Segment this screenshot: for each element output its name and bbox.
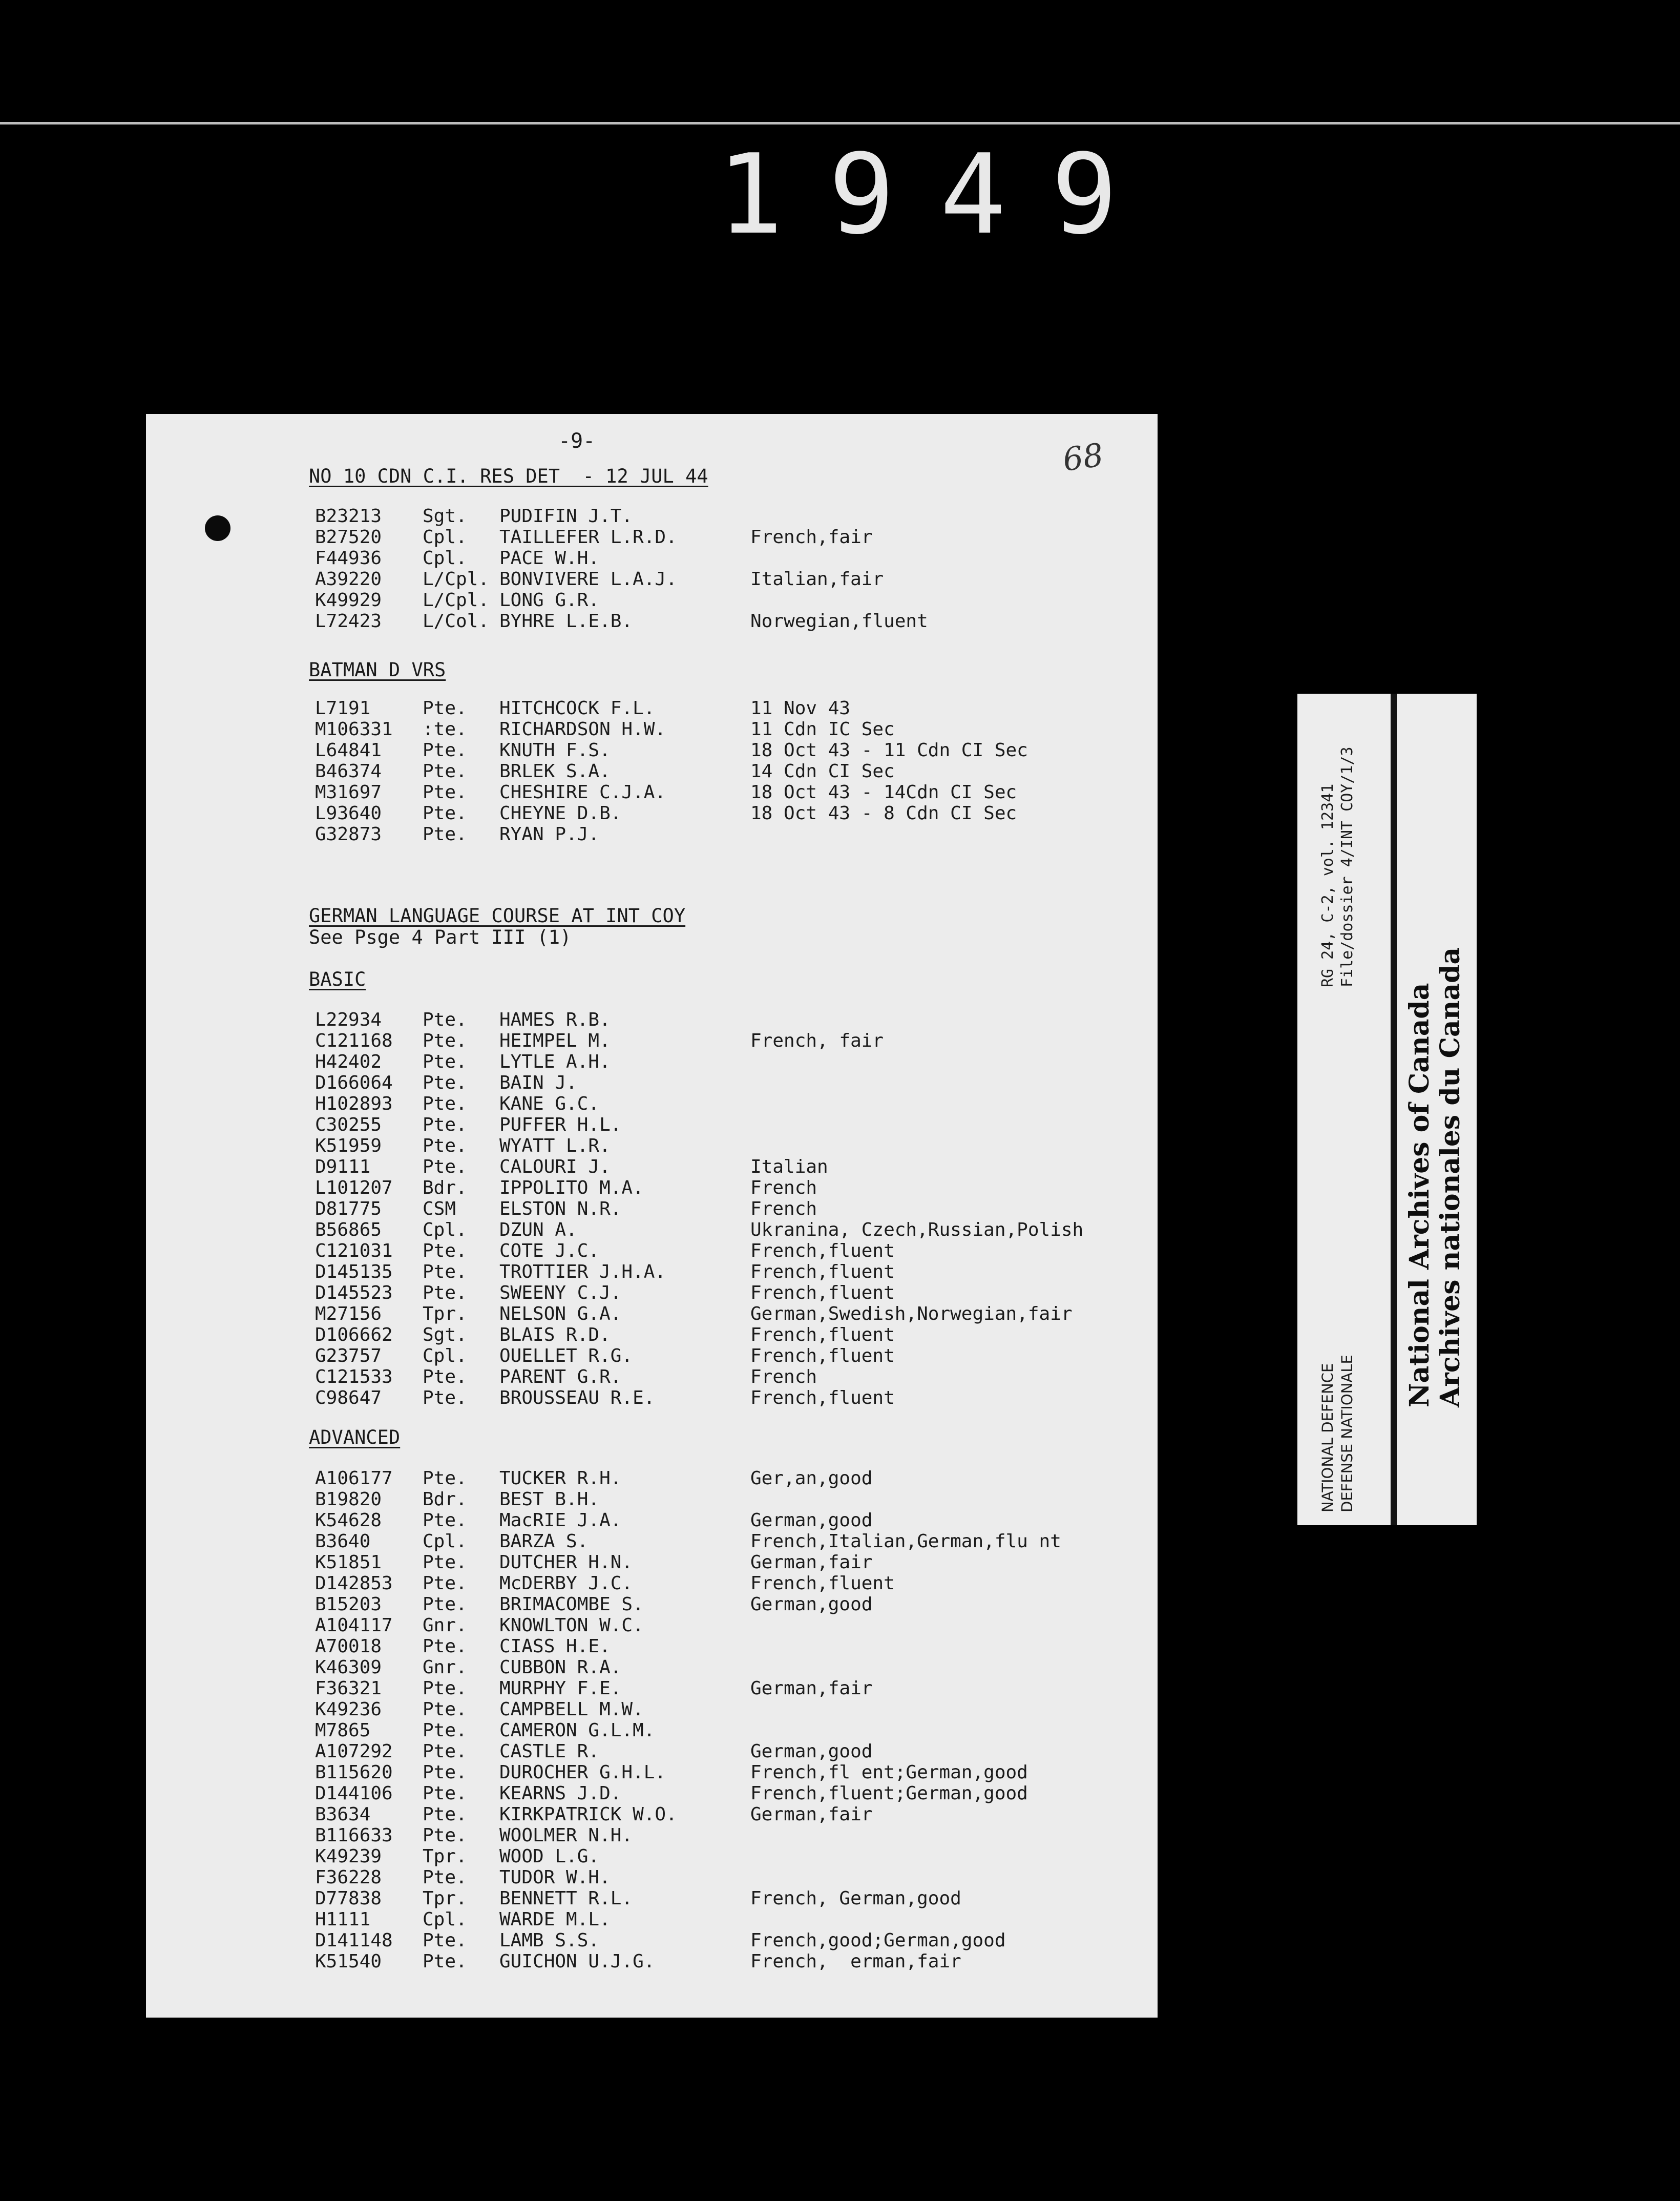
personnel-row — [146, 1867, 1158, 1888]
personnel-row — [146, 1636, 1158, 1657]
service-number: A107292 — [315, 1741, 393, 1762]
language-note: 11 Cdn IC Sec — [750, 719, 895, 740]
rank: Pte. — [423, 1636, 467, 1657]
service-number: D144106 — [315, 1783, 393, 1804]
rank: Pte. — [423, 1030, 467, 1051]
personnel-row — [146, 1346, 1158, 1366]
personnel-row — [146, 569, 1158, 590]
personnel-row — [146, 548, 1158, 569]
personnel-row — [146, 1678, 1158, 1699]
stamp-reference-line1: RG 24, C-2, vol. 12341 — [1319, 783, 1337, 987]
personnel-row — [146, 1657, 1158, 1678]
person-name: HEIMPEL M. — [499, 1030, 611, 1051]
rank: Cpl. — [423, 1219, 467, 1240]
rank: Cpl. — [423, 527, 467, 548]
personnel-row — [146, 1888, 1158, 1909]
rank: Pte. — [423, 803, 467, 824]
rank: Pte. — [423, 1867, 467, 1888]
language-note: German,fair — [750, 1678, 873, 1699]
person-name: GUICHON U.J.G. — [499, 1951, 655, 1972]
person-name: BRLEK S.A. — [499, 761, 611, 782]
language-note: French,fluent;German,good — [750, 1783, 1028, 1804]
person-name: CHEYNE D.B. — [499, 803, 622, 824]
personnel-row — [146, 1510, 1158, 1531]
service-number: L93640 — [315, 803, 382, 824]
service-number: B115620 — [315, 1762, 393, 1783]
service-number: K49929 — [315, 590, 382, 611]
person-name: CIASS H.E. — [499, 1636, 611, 1657]
rank: Pte. — [423, 1720, 467, 1741]
language-note: French,fluent — [750, 1573, 895, 1594]
language-note: French,fluent — [750, 1345, 895, 1366]
personnel-row — [146, 1388, 1158, 1408]
service-number: D142853 — [315, 1573, 393, 1594]
service-number: K46309 — [315, 1657, 382, 1678]
personnel-row — [146, 1115, 1158, 1135]
person-name: MURPHY F.E. — [499, 1678, 622, 1699]
language-note: German,fair — [750, 1804, 873, 1825]
rank: Bdr. — [423, 1177, 467, 1198]
language-note: French,fl ent;German,good — [750, 1762, 1028, 1783]
rank: Pte. — [423, 1156, 467, 1177]
personnel-row — [146, 1783, 1158, 1804]
rank: Pte. — [423, 1072, 467, 1093]
person-name: BLAIS R.D. — [499, 1324, 611, 1345]
language-note: Italian — [750, 1156, 828, 1177]
person-name: RYAN P.J. — [499, 824, 600, 845]
person-name: CUBBON R.A. — [499, 1657, 622, 1678]
rank: Tpr. — [423, 1846, 467, 1867]
language-note: German,Swedish,Norwegian,fair — [750, 1303, 1073, 1324]
rank: Pte. — [423, 1825, 467, 1846]
personnel-row — [146, 527, 1158, 548]
personnel-row — [146, 1304, 1158, 1324]
frame-number: 1949 — [717, 130, 1163, 259]
person-name: WYATT L.R. — [499, 1135, 611, 1156]
personnel-row — [146, 1136, 1158, 1156]
service-number: H102893 — [315, 1093, 393, 1114]
service-number: B46374 — [315, 761, 382, 782]
service-number: C30255 — [315, 1114, 382, 1135]
personnel-row — [146, 1262, 1158, 1282]
language-note: French, fair — [750, 1030, 884, 1051]
service-number: C121168 — [315, 1030, 393, 1051]
page-number: -9- — [558, 429, 596, 453]
personnel-row — [146, 1489, 1158, 1510]
language-note: German,good — [750, 1741, 873, 1762]
service-number: B56865 — [315, 1219, 382, 1240]
service-number: K51851 — [315, 1552, 382, 1573]
service-number: B3640 — [315, 1531, 371, 1552]
language-note: French,good;German,good — [750, 1930, 1006, 1951]
personnel-row — [146, 1468, 1158, 1489]
person-name: HITCHCOCK F.L. — [499, 698, 655, 719]
service-number: H1111 — [315, 1909, 371, 1930]
person-name: TAILLEFER L.R.D. — [499, 527, 677, 548]
language-note: German,good — [750, 1510, 873, 1531]
rank: Pte. — [423, 1510, 467, 1531]
rank: Pte. — [423, 1762, 467, 1783]
stamp-archives-fr: Archives nationales du Canada — [1435, 947, 1466, 1407]
service-number: C98647 — [315, 1387, 382, 1408]
film-edge-line — [0, 122, 1680, 124]
rank: CSM — [423, 1198, 456, 1219]
rank: Pte. — [423, 1804, 467, 1825]
section-heading-german-course: GERMAN LANGUAGE COURSE AT INT COY — [309, 905, 686, 927]
language-note: 11 Nov 43 — [750, 698, 851, 719]
language-note: French,fluent — [750, 1324, 895, 1345]
person-name: HAMES R.B. — [499, 1009, 611, 1030]
personnel-row — [146, 698, 1158, 719]
rank: Cpl. — [423, 1909, 467, 1930]
person-name: KIRKPATRICK W.O. — [499, 1804, 677, 1825]
language-note: German,good — [750, 1594, 873, 1615]
service-number: B3634 — [315, 1804, 371, 1825]
service-number: M27156 — [315, 1303, 382, 1324]
personnel-row — [146, 590, 1158, 611]
section-heading-advanced: ADVANCED — [309, 1426, 401, 1448]
personnel-row — [146, 1699, 1158, 1720]
rank: Pte. — [423, 1552, 467, 1573]
person-name: BROUSSEAU R.E. — [499, 1387, 655, 1408]
service-number: F36228 — [315, 1867, 382, 1888]
rank: Pte. — [423, 1135, 467, 1156]
service-number: K51540 — [315, 1951, 382, 1972]
personnel-row — [146, 1241, 1158, 1261]
rank: Pte. — [423, 1366, 467, 1387]
rank: Pte. — [423, 1699, 467, 1720]
service-number: F36321 — [315, 1678, 382, 1699]
rank: Pte. — [423, 1240, 467, 1261]
service-number: C121533 — [315, 1366, 393, 1387]
stamp-department-en: NATIONAL DEFENCE — [1319, 1363, 1336, 1512]
person-name: DUTCHER H.N. — [499, 1552, 633, 1573]
personnel-row — [146, 1283, 1158, 1303]
person-name: OUELLET R.G. — [499, 1345, 633, 1366]
personnel-row — [146, 1031, 1158, 1051]
language-note: Ger,an,good — [750, 1468, 873, 1489]
person-name: DUROCHER G.H.L. — [499, 1762, 666, 1783]
personnel-row — [146, 1909, 1158, 1930]
service-number: K54628 — [315, 1510, 382, 1531]
person-name: KANE G.C. — [499, 1093, 600, 1114]
personnel-row — [146, 1531, 1158, 1552]
person-name: BAIN J. — [499, 1072, 577, 1093]
service-number: D81775 — [315, 1198, 382, 1219]
personnel-row — [146, 1199, 1158, 1219]
personnel-row — [146, 1951, 1158, 1972]
section-heading-res-det: NO 10 CDN C.I. RES DET - 12 JUL 44 — [309, 465, 708, 487]
person-name: PARENT G.R. — [499, 1366, 622, 1387]
person-name: LYTLE A.H. — [499, 1051, 611, 1072]
rank: Cpl. — [423, 1345, 467, 1366]
service-number: M31697 — [315, 782, 382, 803]
person-name: DZUN A. — [499, 1219, 577, 1240]
personnel-row — [146, 719, 1158, 740]
service-number: L64841 — [315, 740, 382, 761]
personnel-row — [146, 1367, 1158, 1387]
person-name: RICHARDSON H.W. — [499, 719, 666, 740]
rank: L/Col. — [423, 611, 490, 632]
person-name: TROTTIER J.H.A. — [499, 1261, 666, 1282]
person-name: KNUTH F.S. — [499, 740, 611, 761]
rank: Pte. — [423, 824, 467, 845]
service-number: B15203 — [315, 1594, 382, 1615]
service-number: L22934 — [315, 1009, 382, 1030]
personnel-row — [146, 1825, 1158, 1846]
course-reference: See Psge 4 Part III (1) — [309, 926, 572, 948]
personnel-row — [146, 1762, 1158, 1783]
personnel-row — [146, 1594, 1158, 1615]
rank: Pte. — [423, 1930, 467, 1951]
stamp-archives-en: National Archives of Canada — [1404, 983, 1435, 1407]
rank: Pte. — [423, 761, 467, 782]
language-note: Ukranina, Czech,Russian,Polish — [750, 1219, 1084, 1240]
rank: Cpl. — [423, 1531, 467, 1552]
rank: Pte. — [423, 1594, 467, 1615]
personnel-row — [146, 1741, 1158, 1762]
service-number: C121031 — [315, 1240, 393, 1261]
personnel-row — [146, 1573, 1158, 1594]
service-number: H42402 — [315, 1051, 382, 1072]
person-name: CAMPBELL M.W. — [499, 1699, 644, 1720]
language-note: French,fair — [750, 527, 873, 548]
personnel-row — [146, 1615, 1158, 1636]
person-name: CALOURI J. — [499, 1156, 611, 1177]
rank: Pte. — [423, 1009, 467, 1030]
person-name: KNOWLTON W.C. — [499, 1615, 644, 1636]
person-name: SWEENY C.J. — [499, 1282, 622, 1303]
rank: Pte. — [423, 1573, 467, 1594]
service-number: B27520 — [315, 527, 382, 548]
rank: Cpl. — [423, 548, 467, 569]
service-number: B116633 — [315, 1825, 393, 1846]
language-note: French,fluent — [750, 1282, 895, 1303]
service-number: K49239 — [315, 1846, 382, 1867]
person-name: PUDIFIN J.T. — [499, 506, 633, 527]
person-name: BENNETT R.L. — [499, 1888, 633, 1909]
rank: Pte. — [423, 1051, 467, 1072]
personnel-row — [146, 1720, 1158, 1741]
language-note: French,fluent — [750, 1240, 895, 1261]
personnel-row — [146, 1073, 1158, 1093]
person-name: PACE W.H. — [499, 548, 600, 569]
language-note: French,fluent — [750, 1387, 895, 1408]
person-name: TUCKER R.H. — [499, 1468, 622, 1489]
person-name: LAMB S.S. — [499, 1930, 600, 1951]
section-heading-basic: BASIC — [309, 968, 366, 990]
person-name: WARDE M.L. — [499, 1909, 611, 1930]
service-number: A106177 — [315, 1468, 393, 1489]
rank: Tpr. — [423, 1888, 467, 1909]
person-name: KEARNS J.D. — [499, 1783, 622, 1804]
service-number: L72423 — [315, 611, 382, 632]
service-number: K51959 — [315, 1135, 382, 1156]
handwritten-folio-number: 68 — [1060, 435, 1106, 479]
service-number: G23757 — [315, 1345, 382, 1366]
personnel-row — [146, 761, 1158, 782]
person-name: BRIMACOMBE S. — [499, 1594, 644, 1615]
service-number: D166064 — [315, 1072, 393, 1093]
personnel-row — [146, 782, 1158, 803]
rank: Gnr. — [423, 1615, 467, 1636]
person-name: CAMERON G.L.M. — [499, 1720, 655, 1741]
language-note: French — [750, 1198, 817, 1219]
personnel-row — [146, 1325, 1158, 1345]
language-note: German,fair — [750, 1552, 873, 1573]
service-number: M106331 — [315, 719, 393, 740]
stamp-divider — [1391, 694, 1397, 1525]
person-name: NELSON G.A. — [499, 1303, 622, 1324]
rank: Pte. — [423, 782, 467, 803]
rank: Pte. — [423, 698, 467, 719]
personnel-row — [146, 1220, 1158, 1240]
service-number: K49236 — [315, 1699, 382, 1720]
service-number: B19820 — [315, 1489, 382, 1510]
personnel-row — [146, 803, 1158, 824]
personnel-row — [146, 1052, 1158, 1072]
service-number: B23213 — [315, 506, 382, 527]
personnel-row — [146, 1010, 1158, 1030]
rank: Pte. — [423, 1741, 467, 1762]
person-name: BYHRE L.E.B. — [499, 611, 633, 632]
language-note: Norwegian,fluent — [750, 611, 928, 632]
person-name: ELSTON N.R. — [499, 1198, 622, 1219]
rank: Pte. — [423, 1468, 467, 1489]
language-note: 18 Oct 43 - 14Cdn CI Sec — [750, 782, 1017, 803]
person-name: McDERBY J.C. — [499, 1573, 633, 1594]
personnel-row — [146, 824, 1158, 845]
person-name: IPPOLITO M.A. — [499, 1177, 644, 1198]
rank: Sgt. — [423, 1324, 467, 1345]
rank: L/Cpl. — [423, 569, 490, 590]
personnel-row — [146, 506, 1158, 527]
rank: Pte. — [423, 1261, 467, 1282]
language-note: French,Italian,German,flu nt — [750, 1531, 1061, 1552]
person-name: MacRIE J.A. — [499, 1510, 622, 1531]
person-name: BEST B.H. — [499, 1489, 600, 1510]
stamp-reference-line2: File/dossier 4/INT COY/1/3 — [1338, 746, 1356, 987]
person-name: CHESHIRE C.J.A. — [499, 782, 666, 803]
language-note: French — [750, 1366, 817, 1387]
service-number: D106662 — [315, 1324, 393, 1345]
rank: Pte. — [423, 1282, 467, 1303]
service-number: D145523 — [315, 1282, 393, 1303]
rank: Pte. — [423, 1951, 467, 1972]
language-note: 14 Cdn CI Sec — [750, 761, 895, 782]
language-note: French,fluent — [750, 1261, 895, 1282]
service-number: L7191 — [315, 698, 371, 719]
person-name: LONG G.R. — [499, 590, 600, 611]
rank: :te. — [423, 719, 467, 740]
service-number: A70018 — [315, 1636, 382, 1657]
personnel-row — [146, 611, 1158, 632]
rank: Tpr. — [423, 1303, 467, 1324]
document-page — [146, 414, 1158, 2018]
rank: L/Cpl. — [423, 590, 490, 611]
rank: Sgt. — [423, 506, 467, 527]
stamp-department-fr: DEFENSE NATIONALE — [1338, 1355, 1356, 1512]
archive-stamp — [1297, 694, 1477, 1525]
service-number: A39220 — [315, 569, 382, 590]
language-note: French, German,good — [750, 1888, 961, 1909]
personnel-row — [146, 740, 1158, 761]
service-number: G32873 — [315, 824, 382, 845]
person-name: COTE J.C. — [499, 1240, 600, 1261]
personnel-row — [146, 1178, 1158, 1198]
person-name: BONVIVERE L.A.J. — [499, 569, 677, 590]
service-number: L101207 — [315, 1177, 393, 1198]
personnel-row — [146, 1846, 1158, 1867]
language-note: French — [750, 1177, 817, 1198]
personnel-row — [146, 1157, 1158, 1177]
personnel-row — [146, 1552, 1158, 1573]
person-name: WOOLMER N.H. — [499, 1825, 633, 1846]
person-name: TUDOR W.H. — [499, 1867, 611, 1888]
service-number: D141148 — [315, 1930, 393, 1951]
language-note: 18 Oct 43 - 11 Cdn CI Sec — [750, 740, 1028, 761]
service-number: D77838 — [315, 1888, 382, 1909]
service-number: D145135 — [315, 1261, 393, 1282]
rank: Pte. — [423, 1114, 467, 1135]
rank: Pte. — [423, 1678, 467, 1699]
person-name: BARZA S. — [499, 1531, 589, 1552]
language-note: Italian,fair — [750, 569, 884, 590]
rank: Pte. — [423, 1387, 467, 1408]
service-number: M7865 — [315, 1720, 371, 1741]
language-note: 18 Oct 43 - 8 Cdn CI Sec — [750, 803, 1017, 824]
section-heading-batman: BATMAN D VRS — [309, 659, 446, 681]
rank: Bdr. — [423, 1489, 467, 1510]
service-number: D9111 — [315, 1156, 371, 1177]
person-name: WOOD L.G. — [499, 1846, 600, 1867]
service-number: F44936 — [315, 548, 382, 569]
personnel-row — [146, 1094, 1158, 1114]
rank: Gnr. — [423, 1657, 467, 1678]
rank: Pte. — [423, 740, 467, 761]
rank: Pte. — [423, 1783, 467, 1804]
rank: Pte. — [423, 1093, 467, 1114]
personnel-row — [146, 1804, 1158, 1825]
person-name: PUFFER H.L. — [499, 1114, 622, 1135]
personnel-row — [146, 1930, 1158, 1951]
person-name: CASTLE R. — [499, 1741, 600, 1762]
service-number: A104117 — [315, 1615, 393, 1636]
language-note: French, erman,fair — [750, 1951, 961, 1972]
